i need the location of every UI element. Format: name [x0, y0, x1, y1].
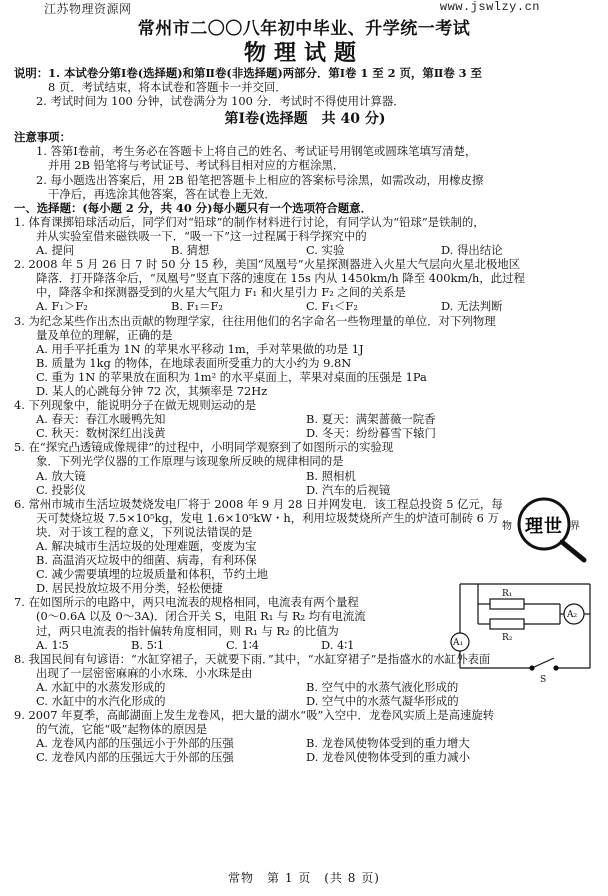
q3-option-b: B. 质量为 1kg 的物体，在地球表面所受重力的大小约为 9.8N — [36, 355, 352, 370]
label-a2: A₂ — [567, 610, 578, 620]
label-r1: R₁ — [502, 589, 513, 599]
q6-line-2: 天可焚烧垃圾 7.5×10⁵kg，发电 1.6×10⁵kW・h，利用垃圾焚烧所产生的炉渣可制砖 6 万 — [36, 510, 499, 525]
q3-option-a: A. 用手平托重为 1N 的苹果水平移动 1m，手对苹果做的功是 1J — [36, 341, 364, 356]
q5-option-d: D. 汽车的后视镜 — [306, 482, 391, 497]
q9-option-a: A. 龙卷风内部的压强远小于外部的压强 — [36, 736, 234, 751]
q8-option-a: A. 水缸中的水蒸发形成的 — [36, 679, 166, 694]
q7-option-c: C. 1∶4 — [226, 637, 260, 652]
q1-line-1: 1. 体育课掷铅球活动后，同学们对“铅球”的制作材料进行讨论，有同学认为“铅球”是铁制的， — [14, 214, 485, 229]
notice-title: 注意事项： — [14, 130, 71, 145]
q7-option-d: D. 4∶1 — [321, 637, 355, 652]
lens-handle — [562, 542, 584, 560]
notice-line-1: 1. 答第Ⅰ卷前，考生务必在答题卡上将自己的姓名、考试证号用钢笔或圆珠笔填写清楚， — [36, 144, 477, 159]
q1-option-b: B. 猜想 — [171, 243, 210, 258]
q4-options-row-2 — [14, 426, 596, 440]
q5-option-c: C. 投影仪 — [36, 482, 86, 497]
q2-line-1: 2. 2008 年 5 月 26 日 7 时 50 分 15 秒，美国“凤凰号”火星探测器进入火星大气层向火星北极地区 — [14, 257, 521, 272]
q6-line-3: 块．对于该工程的意义，下列说法错误的是 — [36, 524, 253, 539]
resistor-r1 — [490, 599, 524, 609]
figure-char-1: 物 — [502, 521, 512, 532]
figure-char-4: 界 — [570, 521, 580, 532]
q5-option-a: A. 放大镜 — [36, 468, 86, 483]
q7-option-a: A. 1∶5 — [36, 637, 69, 652]
q4-options-row-1 — [14, 412, 596, 426]
q4-option-b: B. 夏天：满架蔷薇一院香 — [306, 412, 436, 427]
watermark-url: www.jswlzy.cn — [439, 0, 540, 14]
q7-line-2: (0～0.6A 以及 0～3A)．闭合开关 S，电阻 R₁ 与 R₂ 均有电流流 — [36, 609, 366, 624]
q9-option-d: D. 龙卷风使物体受到的重力减小 — [306, 750, 471, 765]
q5-option-b: B. 照相机 — [306, 468, 356, 483]
label-a1: A₁ — [453, 638, 464, 648]
q2-option-d: D. 无法判断 — [441, 299, 503, 314]
q2-option-b: B. F₁＝F₂ — [171, 299, 223, 314]
q8-option-c: C. 水缸中的水汽化形成的 — [36, 694, 166, 709]
page-footer: 常物 第 1 页 (共 8 页) — [228, 871, 380, 885]
label-r2: R₂ — [502, 633, 513, 643]
q1-option-d: D. 得出结论 — [441, 243, 503, 258]
q1-option-a: A. 提问 — [36, 243, 75, 258]
q5-line-2: 象．下列光学仪器的工作原理与该现象所反映的规律相同的是 — [36, 454, 344, 469]
q8-option-b: B. 空气中的水蒸气液化形成的 — [306, 679, 459, 694]
part1-heading: 一、选择题：(每小题 2 分，共 40 分)每小题只有一个选项符合题意． — [14, 200, 372, 215]
instructions-line-2: 8 页．考试结束，将本试卷和答题卡一并交回． — [48, 80, 287, 95]
q3-option-c: C. 重为 1N 的苹果放在面积为 1m² 的水平桌面上，苹果对桌面的压强是 1Pa — [36, 369, 427, 384]
q8-line-2: 出现了一层密密麻麻的小水珠．小水珠是由 — [36, 665, 253, 680]
q7-line-3: 过，两只电流表的指针偏转角度相同，则 R₁ 与 R₂ 的比值为 — [36, 623, 339, 638]
figure-char-3: 世 — [544, 516, 562, 537]
q8-options-row-2 — [14, 694, 596, 708]
switch-blade — [532, 658, 554, 668]
q1-options — [14, 243, 596, 257]
q7-option-b: B. 5∶1 — [131, 637, 165, 652]
q1-line-2: 并从实验室借来磁铁吸一下．“吸一下”这一过程属于科学探究中的 — [36, 228, 367, 243]
notice-line-3: 2. 每小题选出答案后，用 2B 铅笔把答题卡上相应的答案标号涂黑，如需改动，用橡皮擦 — [36, 172, 484, 187]
instructions-line-3: 2. 考试时间为 100 分钟，试卷满分为 100 分．考试时不得使用计算器． — [36, 94, 405, 109]
q1-option-c: C. 实验 — [306, 243, 345, 258]
q9-option-b: B. 龙卷风使物体受到的重力增大 — [306, 736, 470, 751]
q3-line-2: 量及单位的理解，正确的是 — [36, 327, 173, 342]
q2-line-3: 中，降落伞和探测器受到的火星大气阻力 F₁ 和火星引力 F₂ 之间的关系是 — [36, 285, 406, 300]
q2-option-a: A. F₁＞F₂ — [36, 299, 88, 314]
q9-options-row-1 — [14, 736, 596, 750]
magnifier-figure — [500, 492, 590, 564]
switch-contact — [554, 666, 558, 670]
q4-option-d: D. 冬天：纷纷暮雪下辕门 — [306, 426, 436, 441]
q2-option-c: C. F₁＜F₂ — [306, 299, 358, 314]
notice-line-4: 干净后，再选涂其他答案，答在试卷上无效． — [48, 186, 276, 201]
q4-option-c: C. 秋天：数树深红出浅黄 — [36, 426, 166, 441]
q3-line-1: 3. 为纪念某些作出杰出贡献的物理学家，往往用他们的名字命名一些物理量的单位．对下列物理 — [14, 313, 496, 328]
q6-option-c: C. 减少需要填埋的垃圾质量和体积，节约土地 — [36, 567, 268, 582]
q5-options-row-1 — [14, 469, 596, 483]
subject-title: 物理试题 — [243, 40, 364, 66]
q9-line-1: 9. 2007 年夏季，高邮湖面上发生龙卷风，把大量的湖水“吸”入空中．龙卷风实质上是高速旋转 — [14, 708, 495, 723]
q6-line-1: 6. 常州市城市生活垃圾焚烧发电厂将于 2008 年 9 月 28 日并网发电．该工程总投资 5 亿元，每 — [14, 496, 503, 511]
watermark-left: 江苏物理资源网 — [44, 2, 132, 16]
resistor-r2 — [490, 619, 524, 629]
q9-options-row-2 — [14, 750, 596, 764]
q6-option-b: B. 高温消灭垃圾中的细菌、病毒，有利环保 — [36, 553, 257, 568]
circuit-figure — [450, 574, 598, 684]
label-switch: S — [540, 675, 547, 684]
q2-line-2: 降落．打开降落伞后，“凤凰号”竖直下落的速度在 15s 内从 1450km/h 降至 400km/h，此过程 — [36, 271, 525, 286]
q4-line-1: 4. 下列现象中，能说明分子在做无规则运动的是 — [14, 398, 257, 413]
q9-line-2: 的气流，它能“吸”起物体的原因是 — [36, 722, 208, 737]
exam-title: 常州市二〇〇八年初中毕业、升学统一考试 — [137, 19, 471, 39]
q6-option-a: A. 解决城市生活垃圾的处理难题，变废为宝 — [36, 539, 257, 553]
instructions-line-1: 说明：1. 本试卷分第Ⅰ卷(选择题)和第Ⅱ卷(非选择题)两部分．第Ⅰ卷 1 至 2 页，第Ⅱ卷 3 至 — [14, 66, 482, 80]
q7-line-1: 7. 在如图所示的电路中，两只电流表的规格相同，电流表有两个量程 — [14, 595, 359, 610]
q2-options — [14, 299, 596, 313]
section-title: 第Ⅰ卷(选择题 共 40 分) — [224, 111, 386, 128]
q8-line-1: 8. 我国民间有句谚语：“水缸穿裙子，天就要下雨．”其中，“水缸穿裙子”是指盛水的水缸外表面 — [14, 651, 491, 666]
q4-option-a: A. 春天：春江水暖鸭先知 — [36, 412, 166, 427]
q6-option-d: D. 居民投放垃圾不用分类，轻松便捷 — [36, 581, 223, 596]
q5-line-1: 5. 在“探究凸透镜成像规律”的过程中，小明同学观察到了如图所示的实验现 — [14, 440, 394, 455]
figure-char-2: 理 — [525, 516, 543, 537]
q3-option-d: D. 某人的心跳每分钟 72 次，其频率是 72Hz — [36, 383, 268, 398]
notice-line-2: 并用 2B 铅笔将与考试证号、考试科目相对应的方框涂黑． — [48, 158, 345, 173]
q9-option-c: C. 龙卷风内部的压强远大于外部的压强 — [36, 750, 234, 765]
q8-option-d: D. 空气中的水蒸气凝华形成的 — [306, 694, 459, 709]
